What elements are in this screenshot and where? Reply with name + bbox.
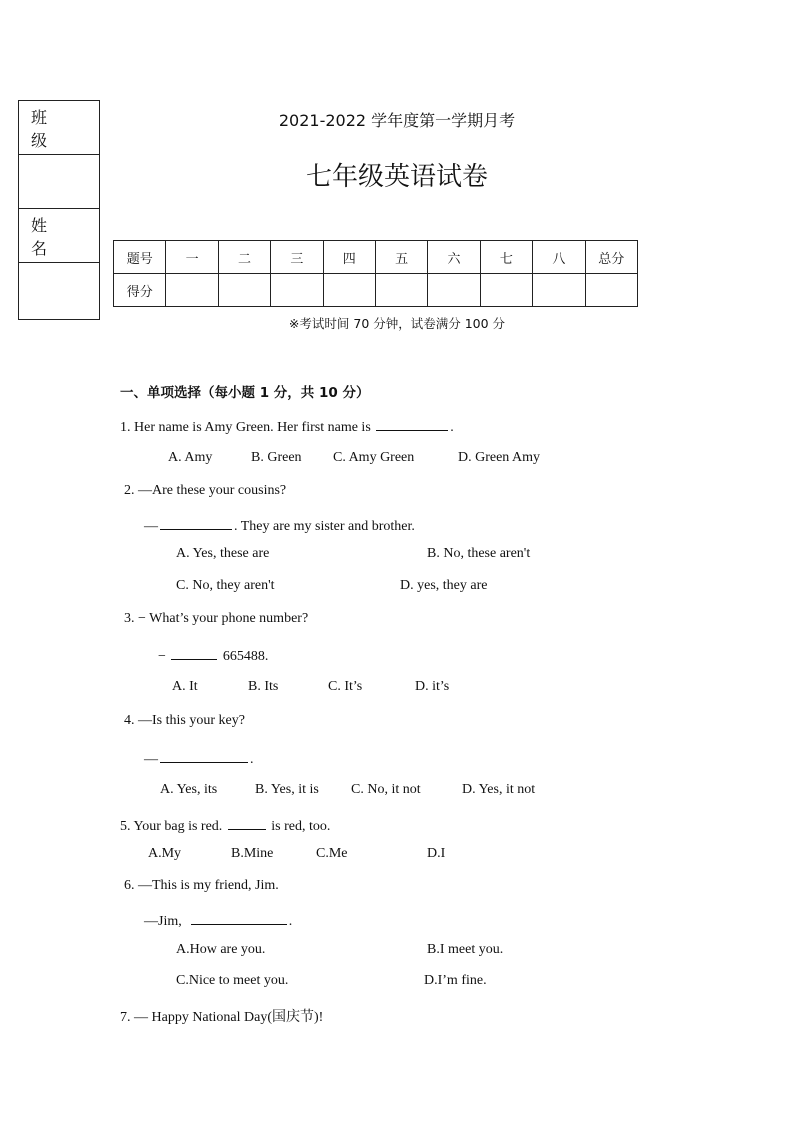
q6-end: .: [288, 914, 293, 929]
score-header-cell: 总分: [585, 241, 637, 274]
q3-option-c[interactable]: C. It’s: [328, 679, 363, 694]
score-header-cell: 五: [375, 241, 427, 274]
q1-end: .: [450, 420, 454, 435]
question-6-reply: [144, 910, 292, 930]
q3-blank[interactable]: [171, 645, 217, 660]
q6-option-c[interactable]: C.Nice to meet you.: [176, 973, 289, 988]
q3-option-a[interactable]: A. It: [172, 679, 198, 694]
score-table: [113, 240, 638, 307]
q6-reply-text: —Jim,: [144, 914, 182, 929]
score-cell[interactable]: [533, 274, 585, 307]
q4-end: .: [250, 752, 254, 767]
q1-option-a[interactable]: A. Amy: [168, 450, 213, 465]
q4-option-a[interactable]: A. Yes, its: [160, 782, 218, 797]
score-cell[interactable]: [166, 274, 218, 307]
exam-note: ※考试时间 70 分钟，试卷满分 100 分: [288, 316, 506, 331]
question-1-stem: [120, 416, 454, 436]
score-row-label: 得分: [114, 274, 166, 307]
score-cell[interactable]: [428, 274, 480, 307]
q5-end: is red, too.: [271, 819, 331, 834]
score-header-cell: 七: [480, 241, 532, 274]
q4-dash: —: [144, 752, 158, 767]
q4-option-b[interactable]: B. Yes, it is: [255, 782, 319, 797]
q6-option-d[interactable]: D.I’m fine.: [424, 973, 487, 988]
student-info-box: [18, 100, 100, 320]
score-cell[interactable]: [323, 274, 375, 307]
class-label: 班 级: [19, 101, 99, 155]
score-header-cell: 四: [323, 241, 375, 274]
q3-reply-text: 665488.: [219, 649, 269, 664]
q2-option-b[interactable]: B. No, these aren't: [427, 546, 531, 561]
score-header-cell: 题号: [114, 241, 166, 274]
q5-option-a[interactable]: A.My: [148, 846, 182, 861]
section-heading: 一、单项选择（每小题 1 分，共 10 分）: [120, 385, 370, 401]
exam-title: 七年级英语试卷: [305, 162, 488, 192]
q1-blank[interactable]: [376, 416, 448, 431]
question-2-reply: [144, 515, 415, 535]
q2-blank[interactable]: [160, 515, 232, 530]
q3-dash: −: [158, 649, 166, 664]
q3-option-d[interactable]: D. it’s: [415, 679, 450, 694]
score-cell[interactable]: [271, 274, 323, 307]
score-header-cell: 二: [218, 241, 270, 274]
q5-option-b[interactable]: B.Mine: [231, 846, 274, 861]
score-header-cell: 六: [428, 241, 480, 274]
score-cell[interactable]: [375, 274, 427, 307]
q2-option-c[interactable]: C. No, they aren't: [176, 578, 275, 593]
name-label: 姓 名: [19, 209, 99, 263]
score-cell[interactable]: [218, 274, 270, 307]
q6-option-b[interactable]: B.I meet you.: [427, 942, 504, 957]
question-7-stem: 7. — Happy National Day(国庆节)!: [120, 1010, 324, 1025]
q6-option-a[interactable]: A.How are you.: [176, 942, 266, 957]
question-5-stem: [120, 815, 330, 835]
name-field[interactable]: [19, 263, 99, 319]
q1-option-c[interactable]: C. Amy Green: [333, 450, 415, 465]
q2-dash: —: [144, 519, 158, 534]
score-header-cell: 一: [166, 241, 218, 274]
q2-option-a[interactable]: A. Yes, these are: [176, 546, 270, 561]
q6-blank[interactable]: [191, 910, 287, 925]
score-cell[interactable]: [585, 274, 637, 307]
score-header-cell: 八: [533, 241, 585, 274]
exam-subtitle: 2021-2022 学年度第一学期月考: [278, 111, 516, 130]
q5-option-d[interactable]: D.I: [427, 846, 446, 861]
score-table-header-row: [114, 241, 638, 274]
score-table-score-row: [114, 274, 638, 307]
question-3-reply: [158, 645, 268, 665]
q2-option-d[interactable]: D. yes, they are: [400, 578, 488, 593]
q4-option-d[interactable]: D. Yes, it not: [462, 782, 536, 797]
q5-text: 5. Your bag is red.: [120, 819, 223, 834]
question-6-stem: 6. —This is my friend, Jim.: [124, 878, 279, 893]
q2-reply-text: . They are my sister and brother.: [234, 519, 415, 534]
q1-option-b[interactable]: B. Green: [251, 450, 302, 465]
q1-text: 1. Her name is Amy Green. Her first name is: [120, 420, 371, 435]
q4-option-c[interactable]: C. No, it not: [351, 782, 421, 797]
q5-blank[interactable]: [228, 815, 266, 830]
question-3-stem: 3. − What’s your phone number?: [124, 611, 309, 626]
question-4-stem: 4. —Is this your key?: [124, 713, 245, 728]
q1-option-d[interactable]: D. Green Amy: [458, 450, 541, 465]
score-cell[interactable]: [480, 274, 532, 307]
q3-option-b[interactable]: B. Its: [248, 679, 279, 694]
q4-blank[interactable]: [160, 748, 248, 763]
question-4-reply: [144, 748, 254, 768]
q5-option-c[interactable]: C.Me: [316, 846, 348, 861]
question-2-stem: 2. —Are these your cousins?: [124, 483, 287, 498]
score-header-cell: 三: [271, 241, 323, 274]
